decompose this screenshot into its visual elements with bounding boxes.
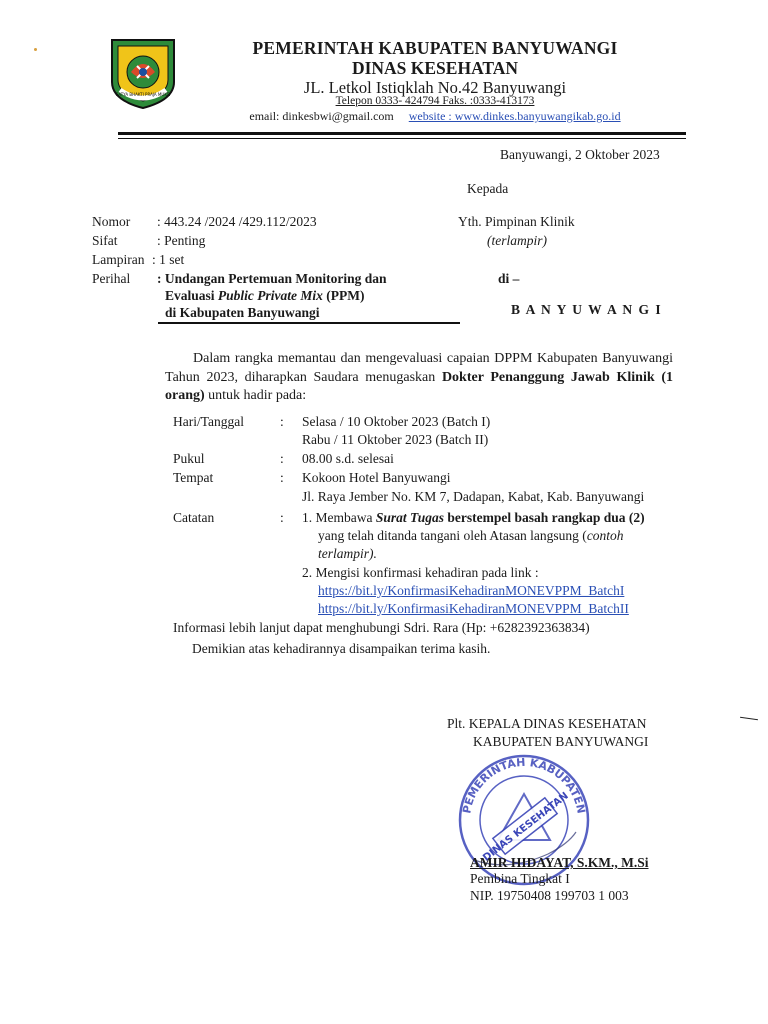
sign-title-2: KABUPATEN BANYUWANGI	[473, 734, 649, 749]
kop-website-link[interactable]: website : www.dinkes.banyuwangikab.go.id	[408, 109, 621, 123]
kop-line-pemerintah: PEMERINTAH KABUPATEN BANYUWANGI	[252, 38, 618, 58]
hari-label: Hari/Tanggal	[173, 414, 245, 429]
body-paragraph	[165, 350, 673, 406]
hari-colon: :	[280, 414, 284, 429]
signatory-name: AMIR HIDAYAT, S.KM., M.Si	[470, 855, 649, 870]
perihal-evaluasi: Evaluasi	[165, 288, 218, 303]
tempat-value-1: Kokoon Hotel Banyuwangi	[302, 470, 451, 485]
info-line: Informasi lebih lanjut dapat menghubungi Sdri. Rara (Hp: +6282392363834)	[173, 620, 590, 635]
catatan-item-1-line2	[318, 528, 624, 544]
kop-line-contact	[180, 109, 690, 124]
kop-rule-thick	[118, 132, 686, 135]
lampiran-label: Lampiran	[92, 252, 145, 267]
nomor-label: Nomor	[92, 214, 131, 229]
perihal-ppm: (PPM)	[322, 288, 365, 303]
tempat-value-2: Jl. Raya Jember No. KM 7, Dadapan, Kabat, Kab. Banyuwangi	[302, 489, 645, 504]
perihal-line1: : Undangan Pertemuan Monitoring dan	[157, 271, 387, 286]
tempat-colon: :	[280, 470, 284, 485]
signatory-rank: Pembina Tingkat I	[470, 871, 570, 886]
kop-rule-thin	[118, 138, 686, 139]
tempat-label: Tempat	[173, 470, 214, 485]
catatan-item-1-line3: terlampir).	[318, 546, 377, 561]
body-p1-bold: Dokter Penanggung Jawab Klinik (1 orang)	[165, 369, 673, 403]
kop-line-dinas: DINAS KESEHATAN	[351, 58, 519, 78]
svg-text:SATYA BHAKTI PRAJA MUKTI: SATYA BHAKTI PRAJA MUKTI	[115, 92, 171, 97]
perihal-line3: di Kabupaten Banyuwangi	[165, 305, 320, 320]
recipient-kepada: Kepada	[467, 181, 509, 196]
closing-line: Demikian atas kehadirannya disampaikan terima kasih.	[192, 641, 491, 656]
sifat-value: : Penting	[157, 233, 206, 248]
c1-surat-tugas: Surat Tugas	[375, 510, 445, 525]
kop-line-phone: Telepon 0333- 424794 Faks. :0333-413173	[335, 95, 535, 107]
recipient-yth: Yth. Pimpinan Klinik	[458, 214, 575, 229]
catatan-item-1-line1	[302, 510, 645, 526]
perihal-label: Perihal	[92, 271, 131, 286]
lampiran-value: : 1 set	[152, 252, 185, 267]
kop-email: email: dinkesbwi@gmail.com	[249, 109, 394, 123]
svg-text:PEMERINTAH KABUPATEN: PEMERINTAH KABUPATEN	[460, 755, 588, 815]
recipient-terlampir: (terlampir)	[487, 233, 547, 248]
link-batch-2[interactable]: https://bit.ly/KonfirmasiKehadiranMONEVPPM_BatchII	[318, 601, 629, 616]
recipient-di: di –	[498, 271, 520, 286]
c1-membawa: 1. Membawa	[302, 510, 376, 525]
link-batch-1[interactable]: https://bit.ly/KonfirmasiKehadiranMONEVPPM_BatchI	[318, 583, 625, 598]
speck	[34, 48, 37, 51]
paper-mark	[740, 717, 758, 720]
pukul-value: 08.00 s.d. selesai	[302, 451, 394, 466]
perihal-underline	[158, 322, 460, 324]
hari-value-1: Selasa / 10 Oktober 2023 (Batch I)	[302, 414, 491, 429]
hari-value-2: Rabu / 11 Oktober 2023 (Batch II)	[302, 432, 489, 447]
c1-stempel: berstempel basah rangkap dua (2)	[444, 510, 645, 525]
body-p1-text: Dalam rangka memantau dan mengevaluasi capaian DPPM Kabupaten Banyuwangi Tahun 2023, diharapkan Saudara menugaskan	[165, 351, 673, 385]
catatan-label: Catatan	[173, 510, 215, 525]
body-p1-end: untuk hadir pada:	[204, 388, 307, 403]
kabupaten-banyuwangi-logo	[104, 36, 182, 110]
kop-line-address: JL. Letkol Istiqklah No.42 Banyuwangi	[303, 78, 567, 97]
catatan-item-2: 2. Mengisi konfirmasi kehadiran pada link :	[302, 565, 539, 580]
catatan-colon: :	[280, 510, 284, 525]
sign-title-1: Plt. KEPALA DINAS KESEHATAN	[447, 716, 647, 731]
perihal-ppm-italic: Public Private Mix	[217, 288, 323, 303]
sifat-label: Sifat	[92, 233, 118, 248]
pukul-colon: :	[280, 451, 284, 466]
c1-contoh: contoh	[586, 528, 624, 543]
perihal-line2	[165, 288, 365, 304]
letter-date: Banyuwangi, 2 Oktober 2023	[500, 147, 660, 162]
pukul-label: Pukul	[173, 451, 205, 466]
nomor-value: : 443.24 /2024 /429.112/2023	[157, 214, 317, 229]
recipient-city: B A N Y U W A N G I	[511, 302, 663, 317]
signatory-nip: NIP. 19750408 199703 1 003	[470, 888, 629, 903]
c1-ditanda: yang telah ditanda tangani oleh Atasan langsung (	[318, 528, 587, 543]
svg-text:DINAS KESEHATAN: DINAS KESEHATAN	[481, 790, 571, 864]
